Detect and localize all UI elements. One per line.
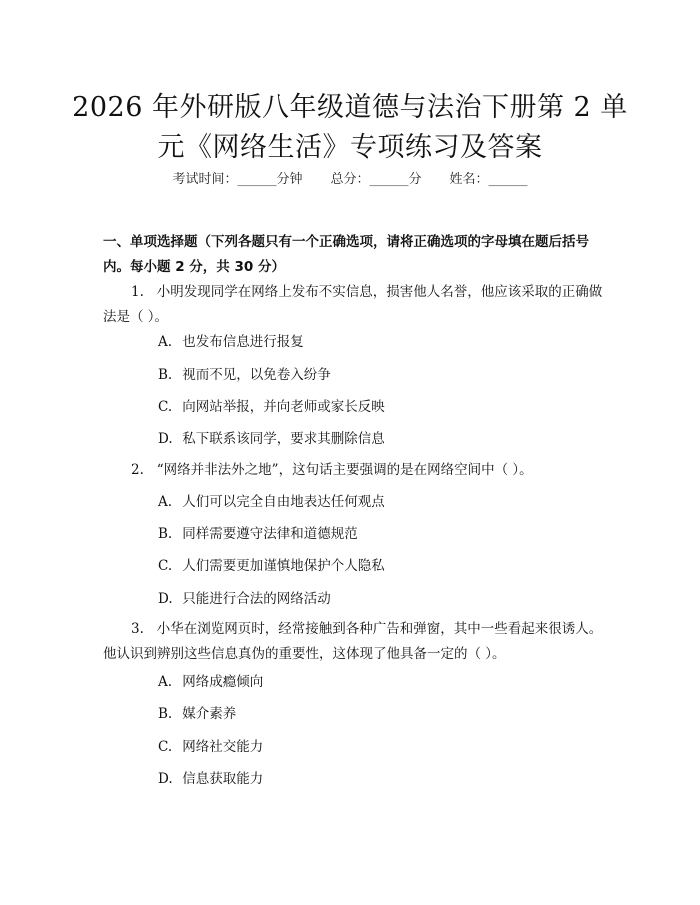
question-2-option-b [158,524,358,544]
option-text: 媒介素养 [182,706,237,722]
option-text: 只能进行合法的网络活动 [182,591,331,607]
question-3-option-b [158,704,236,724]
question-1 [103,280,603,330]
question-3-option-d [158,769,263,789]
option-text: 同样需要遵守法律和道德规范 [182,526,358,542]
option-letter: D. [158,591,173,607]
question-stem: 小明发现同学在网络上发布不实信息，损害他人名誉，他应该采取的正确做法是（ ）。 [103,284,603,325]
question-number: 2. [131,462,144,478]
question-1-option-c [158,397,385,417]
question-number: 3. [131,621,144,637]
option-text: 向网站举报，并向老师或家长反映 [182,399,385,415]
question-stem: “网络并非法外之地”，这句话主要强调的是在网络空间中（ ）。 [156,462,533,478]
option-letter: B. [158,367,173,383]
question-stem: 小华在浏览网页时，经常接触到各种广告和弹窗，其中一些看起来很诱人。他认识到辨别这些信息真伪的重要性，这体现了他具备一定的（ ）。 [103,621,603,662]
option-text: 人们可以完全自由地表达任何观点 [182,494,385,510]
option-text: 也发布信息进行报复 [182,334,304,350]
title-line-1: 2026 年外研版八年级道德与法治下册第 2 单 [72,92,628,123]
option-text: 人们需要更加谨慎地保护个人隐私 [182,558,385,574]
option-text: 网络成瘾倾向 [182,674,264,690]
question-2-option-d [158,589,331,609]
document-title [70,88,630,168]
student-name-label: 姓名：______ [449,172,528,187]
option-letter: C. [158,558,173,574]
option-letter: D. [158,431,173,447]
question-3-option-c [158,737,263,757]
exam-info-row [0,168,700,187]
option-letter: A. [158,334,173,350]
total-score-label: 总分：______分 [330,172,422,187]
question-2-option-c [158,556,385,576]
option-text: 私下联系该同学，要求其删除信息 [182,431,385,447]
question-2-option-a [158,492,385,512]
question-1-option-a [158,332,304,352]
exam-time-label: 考试时间：______分钟 [172,172,303,187]
section-heading: 一、单项选择题（下列各题只有一个正确选项，请将正确选项的字母填在题后括号内。每小题 2 分，共 30 分） [103,234,589,275]
question-2 [103,458,603,483]
option-text: 视而不见，以免卷入纷争 [182,367,331,383]
question-3 [103,617,603,667]
option-letter: C. [158,399,173,415]
option-letter: B. [158,706,173,722]
question-1-option-d [158,429,385,449]
question-number: 1. [131,284,144,300]
option-letter: B. [158,526,173,542]
option-text: 信息获取能力 [182,771,264,787]
question-3-option-a [158,672,263,692]
option-letter: A. [158,494,173,510]
title-line-2: 元《网络生活》专项练习及答案 [157,132,543,163]
option-letter: C. [158,739,173,755]
question-1-option-b [158,365,331,385]
option-letter: A. [158,674,173,690]
option-text: 网络社交能力 [182,739,264,755]
option-letter: D. [158,771,173,787]
